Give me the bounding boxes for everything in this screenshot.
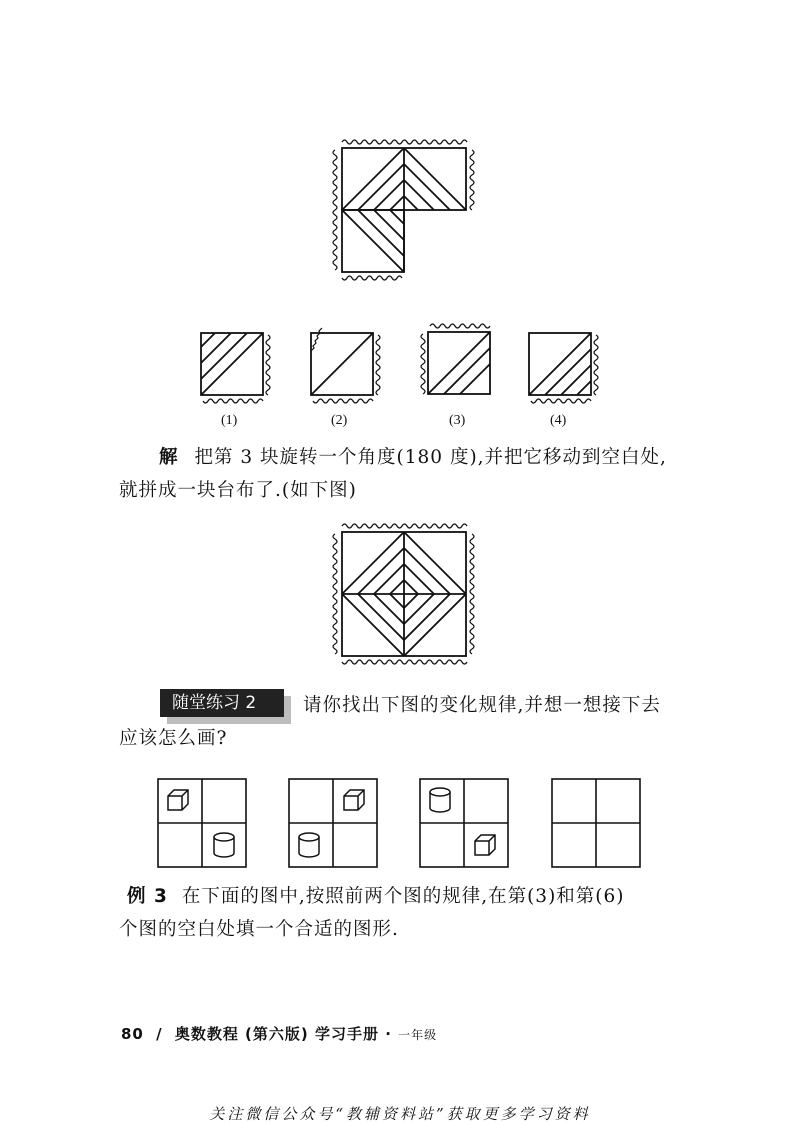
example-label: 例 3 [127, 886, 168, 907]
solution-line-1 [119, 441, 699, 474]
option-piece-2 [303, 325, 383, 409]
book-title: 奥数教程 (第六版) 学习手册 [174, 1025, 379, 1043]
figure-incomplete-tablecloth [320, 130, 480, 290]
option-caption-1: (1) [221, 413, 238, 428]
example-paragraph [119, 880, 699, 946]
option-piece-4 [521, 325, 601, 409]
footer-dot: · [385, 1025, 392, 1043]
watermark-text: 关注微信公众号“教辅资料站”获取更多学习资料 [209, 1105, 591, 1123]
exercise-text-2: 应该怎么画? [119, 728, 228, 749]
solution-paragraph [119, 441, 699, 507]
exercise-grids [156, 777, 646, 869]
footer-slash: / [156, 1025, 163, 1043]
option-caption-2: (2) [331, 413, 348, 428]
grade-label: 一年级 [398, 1028, 438, 1042]
solution-label: 解 [159, 447, 179, 468]
option-piece-1 [193, 325, 273, 409]
solution-text-2: 就拼成一块台布了.(如下图) [119, 480, 357, 501]
page-number: 80 [121, 1025, 144, 1043]
example-text-1: 在下面的图中,按照前两个图的规律,在第(3)和第(6) [181, 886, 625, 907]
option-caption-4: (4) [550, 413, 567, 428]
page-footer [121, 1023, 437, 1044]
option-piece-3 [418, 318, 498, 402]
option-caption-3: (3) [449, 413, 466, 428]
example-text-2: 个图的空白处填一个合适的图形. [119, 919, 399, 940]
exercise-text-1: 请你找出下图的变化规律,并想一想接下去 [303, 695, 661, 716]
figure-complete-tablecloth [320, 512, 480, 676]
solution-text-1: 把第 3 块旋转一个角度(180 度),并把它移动到空白处, [194, 447, 667, 468]
exercise-badge-label: 随堂练习 2 [160, 689, 284, 717]
exercise-badge [160, 689, 284, 717]
example-line-1 [119, 880, 699, 913]
